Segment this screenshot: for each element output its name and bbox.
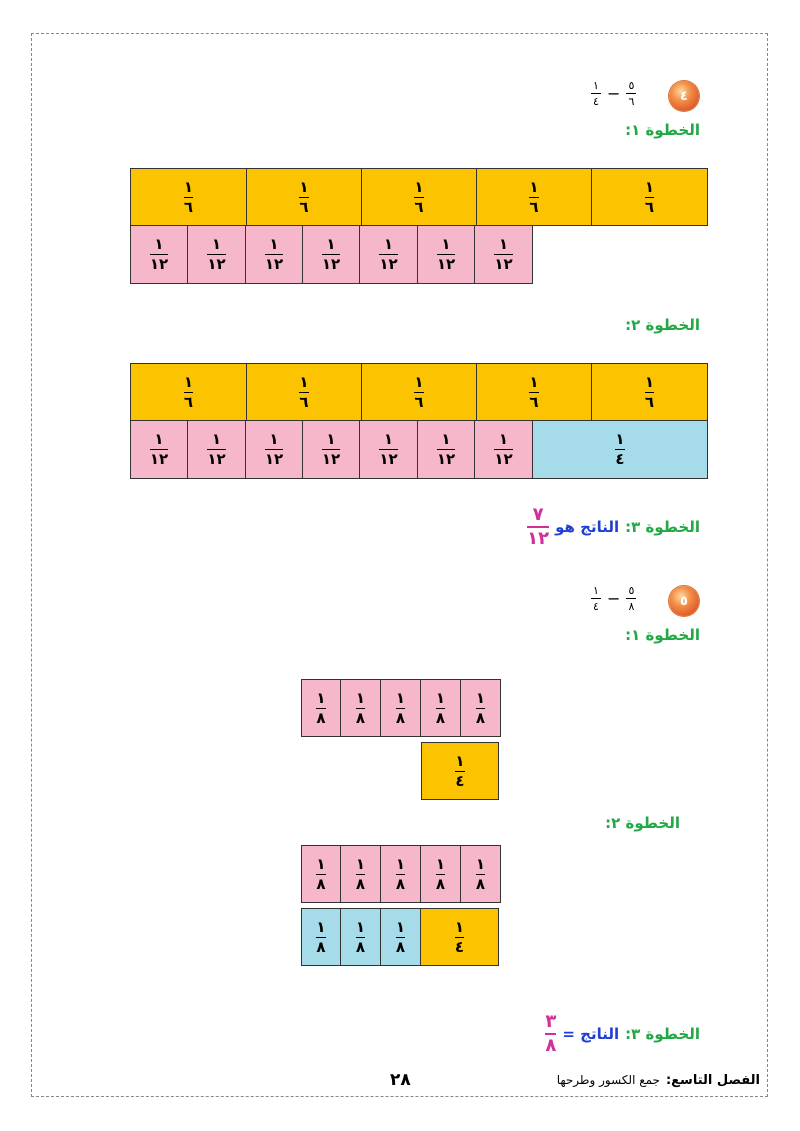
step-2-label: الخطوة ٢: [625, 316, 700, 334]
page-number: ٢٨ [390, 1070, 411, 1090]
fraction-tile: $\frac{١}{٨}$ [381, 679, 421, 737]
fraction-tile: $\frac{١}{٨}$ [341, 845, 381, 903]
fraction: $\frac{١}{٤}$ [591, 80, 601, 107]
fraction: $\frac{٥}{٦}$ [626, 80, 636, 107]
fraction: $\frac{٥}{٨}$ [626, 585, 636, 612]
fraction-tile: $\frac{١}{١٢}$ [303, 420, 360, 479]
fraction-tile: $\frac{١}{٦}$ [130, 363, 247, 421]
chapter-title: جمع الكسور وطرحها [556, 1073, 660, 1087]
fraction-tile: $\frac{١}{١٢}$ [360, 225, 418, 284]
fraction-tile: $\frac{١}{٦}$ [477, 363, 592, 421]
exercise-number-badge: ٤ [669, 81, 699, 111]
fraction-tile: $\frac{١}{٦}$ [592, 363, 708, 421]
exercise-number-badge: ٥ [669, 586, 699, 616]
fraction-tile: $\frac{١}{٦}$ [477, 168, 592, 226]
fraction-tile: $\frac{١}{١٢}$ [130, 420, 188, 479]
problem-expression [591, 585, 636, 612]
fraction-tile: $\frac{١}{١٢}$ [418, 225, 475, 284]
fraction-tile: $\frac{١}{١٢}$ [188, 420, 246, 479]
fraction-tile: $\frac{١}{٨}$ [301, 908, 341, 966]
fraction-tile: $\frac{١}{١٢}$ [418, 420, 475, 479]
fraction-tile: $\frac{١}{٨}$ [461, 679, 501, 737]
result-fraction: $\frac{٣}{٨}$ [545, 1011, 557, 1056]
fraction-tile: $\frac{١}{٨}$ [301, 845, 341, 903]
eighths-strip [301, 679, 501, 737]
fraction-tile: $\frac{١}{٦}$ [247, 363, 362, 421]
fraction-tile: $\frac{١}{١٢}$ [188, 225, 246, 284]
fraction-tile: $\frac{١}{١٢}$ [303, 225, 360, 284]
problem-expression [591, 80, 636, 107]
fraction: $\frac{١}{٤}$ [591, 585, 601, 612]
step-1-label: الخطوة ١: [625, 121, 700, 139]
fraction-tile: $\frac{١}{٨}$ [461, 845, 501, 903]
fraction-tile: $\frac{١}{٨}$ [341, 908, 381, 966]
fraction-tile: $\frac{١}{٤}$ [533, 420, 708, 479]
fraction-tile: $\frac{١}{١٢}$ [360, 420, 418, 479]
sixths-strip [130, 363, 708, 421]
eighths-strip [301, 845, 501, 903]
fraction-tile: $\frac{١}{١٢}$ [475, 225, 533, 284]
fraction-tile: $\frac{١}{١٢}$ [130, 225, 188, 284]
fraction-tile: $\frac{١}{٤}$ [421, 908, 499, 966]
fraction-tile: $\frac{١}{٨}$ [301, 679, 341, 737]
step-2-label: الخطوة ٢: [605, 814, 680, 832]
fraction-tile: $\frac{١}{٨}$ [421, 845, 461, 903]
fraction-tile: $\frac{١}{٤}$ [421, 742, 499, 800]
page-footer [40, 1068, 760, 1092]
fraction-tile: $\frac{١}{١٢}$ [246, 225, 303, 284]
fraction-tile: $\frac{١}{١٢}$ [246, 420, 303, 479]
minus-sign: − [607, 589, 621, 608]
step-3-label: الخطوة ٣: الناتج هو $\frac{٧}{١٢}$ [527, 504, 700, 549]
fraction-tile: $\frac{١}{٦}$ [362, 363, 477, 421]
result-fraction: $\frac{٧}{١٢}$ [527, 504, 550, 549]
eighths-and-quarter-strip [301, 908, 499, 966]
fraction-tile: $\frac{١}{٦}$ [247, 168, 362, 226]
quarter-strip [421, 742, 499, 800]
chapter-label: الفصل التاسع: [665, 1072, 760, 1088]
fraction-tile: $\frac{١}{٨}$ [421, 679, 461, 737]
twelfths-strip [130, 225, 533, 284]
sixths-strip [130, 168, 708, 226]
fraction-tile: $\frac{١}{٦}$ [362, 168, 477, 226]
step-3-label: الخطوة ٣: الناتج = $\frac{٣}{٨}$ [545, 1011, 700, 1056]
fraction-tile: $\frac{١}{٦}$ [592, 168, 708, 226]
twelfths-and-quarter-strip [130, 420, 708, 479]
minus-sign: − [607, 84, 621, 103]
fraction-tile: $\frac{١}{٨}$ [381, 908, 421, 966]
fraction-tile: $\frac{١}{٨}$ [381, 845, 421, 903]
step-1-label: الخطوة ١: [625, 626, 700, 644]
fraction-tile: $\frac{١}{٦}$ [130, 168, 247, 226]
fraction-tile: $\frac{١}{١٢}$ [475, 420, 533, 479]
fraction-tile: $\frac{١}{٨}$ [341, 679, 381, 737]
